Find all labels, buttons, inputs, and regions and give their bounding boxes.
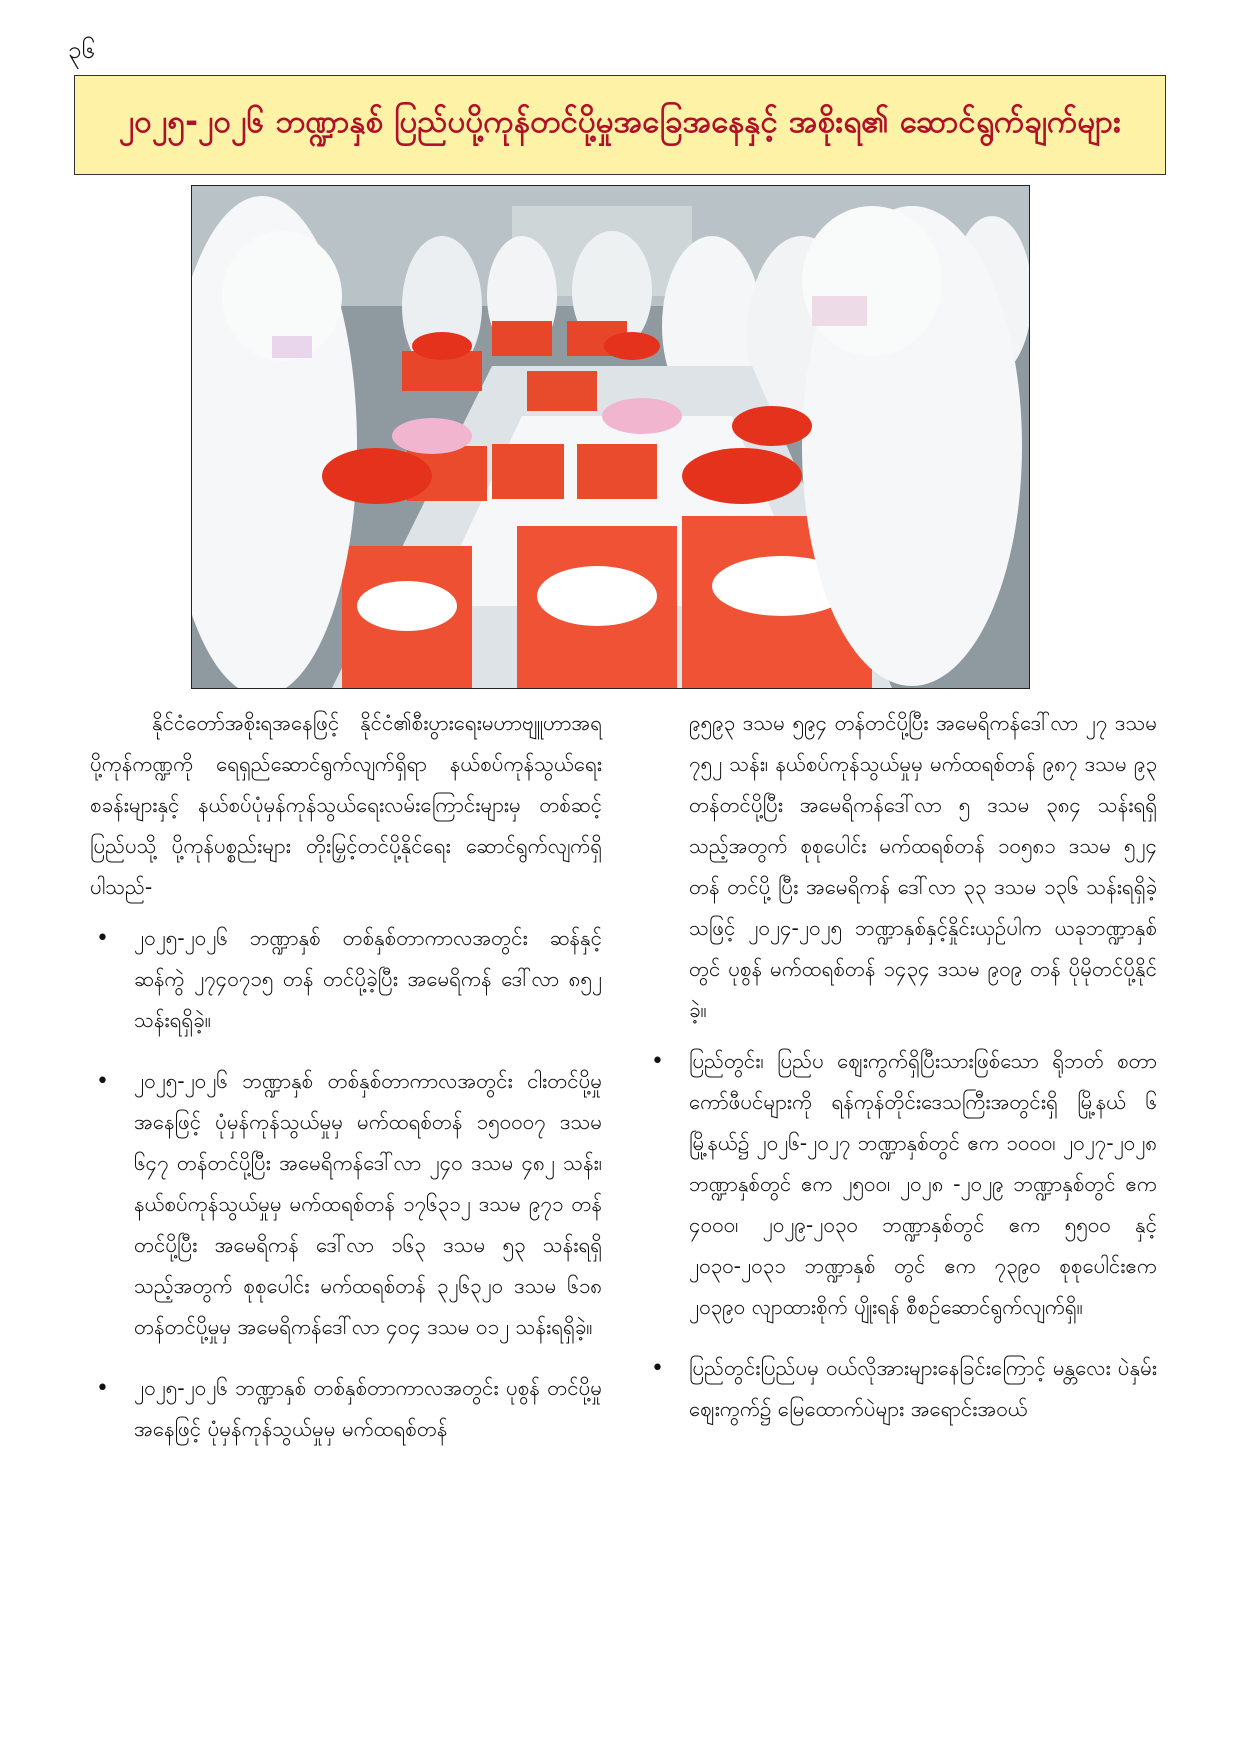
bullet-icon: • (651, 1356, 664, 1381)
page-number: ၃၆ (68, 36, 95, 64)
bullet-item (90, 918, 602, 1041)
left-column (90, 703, 602, 1470)
bullet-item (90, 1368, 602, 1450)
bullet-icon: • (96, 926, 109, 951)
bullet-text: ၂၀၂၅-၂၀၂၆ ဘဏ္ဍာနှစ် တစ်နှစ်တာကာလအတွင်း ပုစွန် တင်ပို့မှုအနေဖြင့် ပုံမှန်ကုန်သွယ်မှုမှ မက်ထရစ်တန် (134, 1376, 602, 1441)
right-column (645, 703, 1157, 1450)
bullet-text: ၂၀၂၅-၂၀၂၆ ဘဏ္ဍာနှစ် တစ်နှစ်တာကာလအတွင်း ငါးတင်ပို့မှုအနေဖြင့် ပုံမှန်ကုန်သွယ်မှုမှ မက်ထရစ်တန် ၁၅၀၀၀၇ ဒသမ ၆၄၇ တန်တင်ပို့ပြီး အမေရိကန်ဒေါ်လာ ၂၄၀ ဒသမ ၄၈၂ သန်း၊ နယ်စပ်ကုန်သွယ်မှုမှ မက်ထရစ်တန် ၁၇၆၃၁၂ ဒသမ ၉၇၁ တန်တင်ပို့ပြီး အမေရိကန် ဒေါ်လာ ၁၆၃ ဒသမ ၅၃ သန်းရရှိသည့်အတွက် စုစုပေါင်း မက်ထရစ်တန် ၃၂၆၃၂၀ ဒသမ ၆၁၈ တန်တင်ပို့မှုမှ အမေရိကန်ဒေါ်လာ ၄၀၄ ဒသမ ၀၁၂ သန်းရရှိခဲ့။ (134, 1069, 602, 1339)
bullet-icon: • (651, 1049, 664, 1074)
bullet-text: ပြည်တွင်း၊ ပြည်ပ ဈေးကွက်ရှိပြီးသားဖြစ်သော ရိုဘတ် စတာကော်ဖီပင်များကို ရန်ကုန်တိုင်းဒေသကြီးအတွင်းရှိ မြို့နယ် ၆ မြို့နယ်၌ ၂၀၂၆-၂၀၂၇ ဘဏ္ဍာနှစ်တွင် ဧက ၁၀၀၀၊ ၂၀၂၇-၂၀၂၈ ဘဏ္ဍာနှစ်တွင် ဧက ၂၅၀၀၊ ၂၀၂၈ -၂၀၂၉ ဘဏ္ဍာနှစ်တွင် ဧက ၄၀၀၀၊ ၂၀၂၉-၂၀၃၀ ဘဏ္ဍာနှစ်တွင် ဧက ၅၅၀၀ နှင့် ၂၀၃၀-၂၀၃၁ ဘဏ္ဍာနှစ် တွင် ဧက ၇၃၉၀ စုစုပေါင်းဧက ၂၀၃၉၀ လျာထားစိုက် ပျိုးရန် စီစဉ်ဆောင်ရွက်လျက်ရှိ။ (689, 1049, 1157, 1319)
bullet-icon: • (96, 1069, 109, 1094)
continuation-paragraph: ၉၅၉၃ ဒသမ ၅၉၄ တန်တင်ပို့ပြီး အမေရိကန်ဒေါ်လာ ၂၇ ဒသမ ၇၅၂ သန်း၊ နယ်စပ်ကုန်သွယ်မှုမှ မက်ထရစ်တန် ၉၈၇ ဒသမ ၉၃ တန်တင်ပို့ပြီး အမေရိကန်ဒေါ်လာ ၅ ဒသမ ၃၈၄ သန်းရရှိသည့်အတွက် စုစုပေါင်း မက်ထရစ်တန် ၁၀၅၈၁ ဒသမ ၅၂၄ တန် တင်ပို့ ပြီး အမေရိကန် ဒေါ်လာ ၃၃ ဒသမ ၁၃၆ သန်းရရှိခဲ့သဖြင့် ၂၀၂၄-၂၀၂၅ ဘဏ္ဍာနှစ်နှင့်နှိုင်းယှဉ်ပါက ယခုဘဏ္ဍာနှစ်တွင် ပုစွန် မက်ထရစ်တန် ၁၄၃၄ ဒသမ ၉၀၉ တန် ပိုမိုတင်ပို့နိုင်ခဲ့။ (689, 711, 1157, 1022)
page-title: ၂၀၂၅-၂၀၂၆ ဘဏ္ဍာနှစ် ပြည်ပပို့ကုန်တင်ပို့မှုအခြေအနေနှင့် အစိုးရ၏ ဆောင်ရွက်ချက်များ (119, 104, 1121, 140)
bullet-text: ပြည်တွင်းပြည်ပမှ ဝယ်လိုအားများနေခြင်းကြောင့် မန္တလေး ပဲနှမ်းဈေးကွက်၌ မြေထောက်ပဲများ အရောင်းအဝယ် (689, 1356, 1157, 1421)
seafood-processing-photo (191, 185, 1030, 689)
bullet-item (645, 1041, 1157, 1328)
bullet-item (645, 1348, 1157, 1430)
title-banner (74, 75, 1166, 175)
bullet-text: ၂၀၂၅-၂၀၂၆ ဘဏ္ဍာနှစ် တစ်နှစ်တာကာလအတွင်း ဆန်နှင့်ဆန်ကွဲ ၂၇၄၀၇၁၅ တန် တင်ပို့ခဲ့ပြီး အမေရိကန် ဒေါ်လာ ၈၅၂ သန်းရရှိခဲ့။ (134, 926, 602, 1032)
intro-paragraph: နိုင်ငံတော်အစိုးရအနေဖြင့် နိုင်ငံ၏စီးပွားရေးမဟာဗျူဟာအရ ပို့ကုန်ကဏ္ဍကို ရေရှည်ဆောင်ရွက်လျက်ရှိရာ နယ်စပ်ကုန်သွယ်ရေးစခန်းများနှင့် နယ်စပ်ပုံမှန်ကုန်သွယ်ရေးလမ်းကြောင်းများမှ တစ်ဆင့် ပြည်ပသို့ ပို့ကုန်ပစ္စည်းများ တိုးမြှင့်တင်ပို့နိုင်ရေး ဆောင်ရွက်လျက်ရှိပါသည်- (90, 711, 602, 899)
bullet-item (90, 1061, 602, 1348)
bullet-icon: • (96, 1376, 109, 1401)
